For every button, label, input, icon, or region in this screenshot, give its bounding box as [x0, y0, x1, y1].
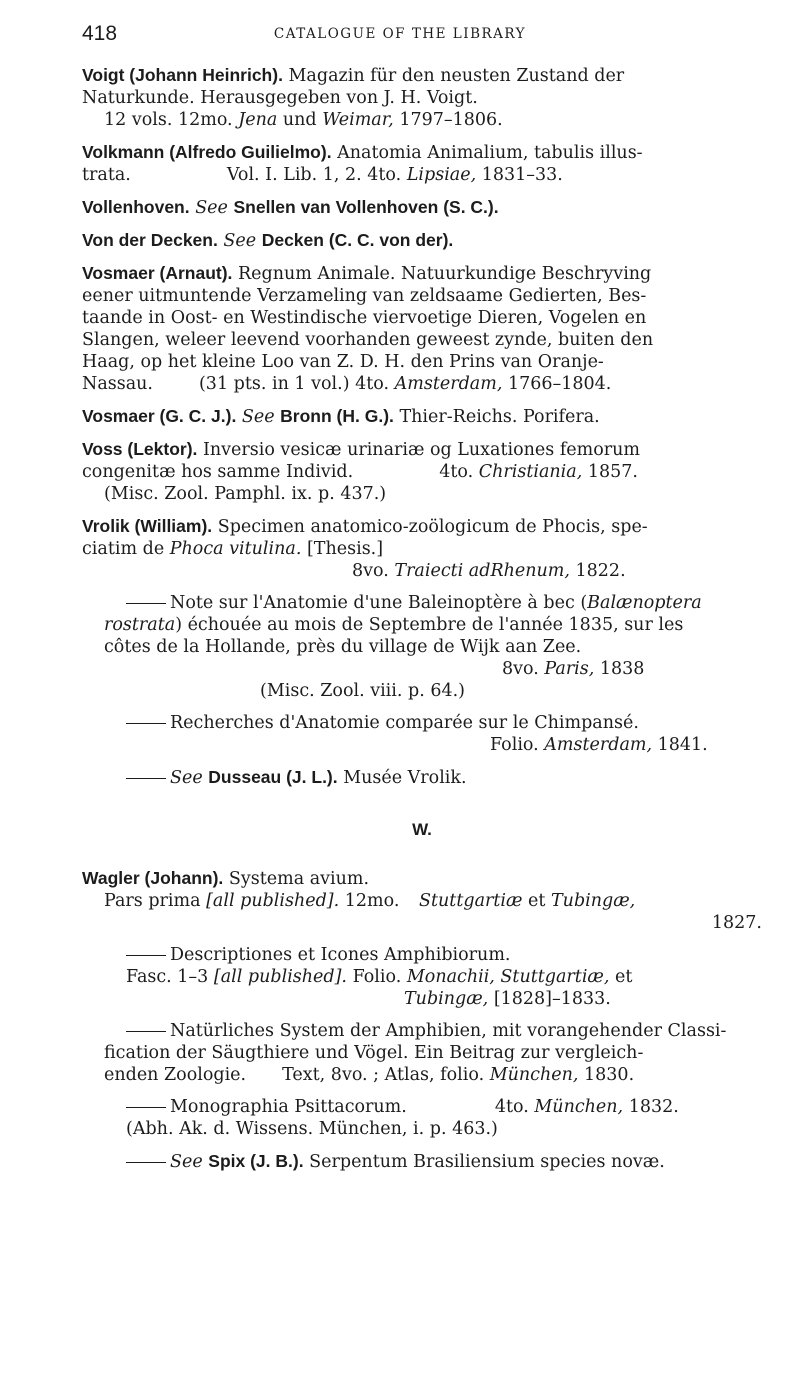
date: 1830. [584, 1065, 635, 1085]
ditto-dash [126, 1031, 166, 1032]
entry-vosmaer-g [82, 405, 762, 428]
vrolik-sub-3 [82, 766, 762, 789]
format: Folio. [490, 735, 539, 755]
entry-text: trata. [82, 165, 131, 185]
entry-text: congenitæ hos samme Individ. [82, 462, 354, 482]
series-note: (Abh. Ak. d. Wissens. München, i. p. 463.) [126, 1119, 498, 1139]
ditto-dash [126, 603, 166, 604]
entry-text: Magazin für den neusten Zustand der [288, 66, 625, 86]
format: Text, 8vo. ; Atlas, folio. [282, 1065, 485, 1085]
entry-voigt [82, 64, 762, 131]
date: 1857. [587, 462, 638, 482]
entry-text: ciatim de [82, 539, 165, 559]
entry-vollenhoven [82, 196, 762, 219]
ditto-dash [126, 778, 166, 779]
entry-text: Pars prima [104, 891, 201, 911]
entry-vosmaer-arnaut [82, 262, 762, 395]
format: Folio. [352, 967, 402, 987]
format: 4to. [494, 1097, 529, 1117]
section-letter: W. [412, 820, 432, 839]
wagler-sub-3 [82, 1096, 762, 1140]
ditto-dash [126, 1162, 166, 1163]
place: München, [489, 1065, 579, 1085]
entry-text: Descriptiones et Icones Amphibiorum. [170, 945, 511, 965]
format: 4to. [439, 462, 474, 482]
entry-text: Slangen, weleer leevend voorhanden geweest zynde, buiten den [82, 330, 654, 350]
ditto-dash [126, 1107, 166, 1108]
entry-text: Fasc. 1–3 [126, 967, 209, 987]
entry-heading: Vrolik (William). [82, 516, 213, 536]
species-name: Balænoptera [587, 593, 702, 613]
format: (31 pts. in 1 vol.) 4to. [198, 374, 390, 394]
entry-voss [82, 438, 762, 505]
place: Christiania, [478, 462, 583, 482]
place: Tubingæ, [404, 989, 489, 1009]
entry-text: Inversio vesicæ urinariæ og Luxationes femorum [202, 440, 641, 460]
entry-text: côtes de la Hollande, près du village de Wijk aan Zee. [104, 637, 582, 657]
entry-wagler [82, 867, 762, 934]
species-name: rostrata [104, 615, 176, 635]
cross-reference: Snellen van Vollenhoven (S. C.). [233, 197, 499, 217]
vrolik-sub-1 [82, 592, 762, 702]
date: [1828]–1833. [493, 989, 611, 1009]
date: 1831–33. [481, 165, 563, 185]
see-marker: See [170, 768, 203, 788]
date: 1766–1804. [507, 374, 612, 394]
entry-heading: Voss (Lektor). [82, 439, 198, 459]
note: [all published]. [213, 967, 347, 987]
entry-text: Naturkunde. Herausgegeben von J. H. Voigt. [82, 88, 478, 108]
entry-text: Nassau. [82, 374, 153, 394]
wagler-sub-1 [82, 944, 762, 1010]
species-name: Phoca vitulina. [169, 539, 302, 559]
date: 1797–1806. [399, 110, 503, 130]
entry-heading: Wagler (Johann). [82, 868, 224, 888]
entry-text: Monographia Psittacorum. [170, 1097, 407, 1117]
entry-heading: Voigt (Johann Heinrich). [82, 65, 283, 85]
see-marker: See [170, 1152, 203, 1172]
place: Jena [238, 110, 278, 130]
wagler-sub-2 [82, 1020, 762, 1086]
series-note: (Misc. Zool. Pamphl. ix. p. 437.) [104, 484, 387, 504]
date: 1841. [657, 735, 708, 755]
place: München, [534, 1097, 624, 1117]
entry-vrolik [82, 515, 762, 582]
date: 1827. [711, 913, 762, 933]
entry-text: Thier-Reichs. Porifera. [399, 407, 600, 427]
entry-text: taande in Oost- en Westindische viervoetige Dieren, Vogelen en [82, 308, 647, 328]
see-marker: See [241, 407, 275, 427]
page-header [0, 20, 800, 50]
entry-volkmann [82, 141, 762, 186]
conjunction: et [615, 967, 633, 987]
entry-heading: Vollenhoven. [82, 197, 190, 217]
date: 1832. [628, 1097, 679, 1117]
ditto-dash [126, 723, 166, 724]
place: Monachii, Stuttgartiæ, [406, 967, 610, 987]
conjunction: und [282, 110, 317, 130]
page-number: 418 [82, 22, 118, 45]
entry-text: [Thesis.] [306, 539, 384, 559]
ditto-dash [126, 955, 166, 956]
entry-text: fication der Säugthiere und Vögel. Ein Beitrag zur vergleich- [104, 1043, 644, 1063]
entry-text: Musée Vrolik. [343, 768, 467, 788]
entry-text: Note sur l'Anatomie d'une Baleinoptère à bec ( [170, 593, 588, 613]
running-head: CATALOGUE OF THE LIBRARY [273, 26, 527, 42]
entry-text: enden Zoologie. [104, 1065, 247, 1085]
entry-von-der-decken [82, 229, 762, 252]
format: 8vo. [502, 659, 539, 679]
note: [all published]. [206, 891, 340, 911]
entry-text: Serpentum Brasiliensium species novæ. [309, 1152, 665, 1172]
place: Amsterdam, [544, 735, 653, 755]
place: Weimar, [322, 110, 394, 130]
catalogue-body [82, 64, 762, 1183]
entry-text: eener uitmuntende Verzameling van zeldsaame Gedierten, Bes- [82, 286, 647, 306]
see-marker: See [223, 231, 257, 251]
place: Traiecti adRhenum, [394, 561, 570, 581]
entry-text: Specimen anatomico-zoölogicum de Phocis, spe- [217, 517, 648, 537]
entry-text: ) échouée au mois de Septembre de l'année 1835, sur les [175, 615, 684, 635]
cross-reference: Bronn (H. G.). [280, 406, 394, 426]
format: Vol. I. Lib. 1, 2. 4to. [226, 165, 402, 185]
see-marker: See [195, 198, 228, 218]
place: Lipsiae, [406, 165, 477, 185]
entry-text: Recherches d'Anatomie comparée sur le Chimpansé. [170, 713, 639, 733]
date: 1838 [599, 659, 645, 679]
cross-reference: Dusseau (J. L.). [208, 767, 338, 787]
format: 12mo. [344, 891, 400, 911]
entry-heading: Von der Decken. [82, 230, 218, 250]
vrolik-sub-2 [82, 712, 762, 756]
entry-heading: Volkmann (Alfredo Guilielmo). [82, 142, 332, 162]
entry-text: Natürliches System der Amphibien, mit vorangehender Classi- [170, 1021, 727, 1041]
place: Stuttgartiæ [419, 891, 523, 911]
entry-heading: Vosmaer (G. C. J.). [82, 406, 237, 426]
place: Amsterdam, [394, 374, 503, 394]
entry-text: Regnum Animale. Natuurkundige Beschryving [237, 264, 652, 284]
entry-heading: Vosmaer (Arnaut). [82, 263, 233, 283]
format: 8vo. [352, 561, 389, 581]
conjunction: et [528, 891, 546, 911]
place: Tubingæ, [551, 891, 636, 911]
cross-reference: Decken (C. C. von der). [261, 230, 454, 250]
entry-text: Haag, op het kleine Loo van Z. D. H. den Prins van Oranje- [82, 352, 604, 372]
date: 1822. [575, 561, 626, 581]
place: Paris, [544, 659, 595, 679]
format: 12 vols. 12mo. [104, 110, 233, 130]
entry-text: Systema avium. [228, 869, 370, 889]
entry-text: Anatomia Animalium, tabulis illus- [337, 143, 643, 163]
wagler-sub-4 [82, 1150, 762, 1173]
series-note: (Misc. Zool. viii. p. 64.) [260, 681, 465, 701]
cross-reference: Spix (J. B.). [208, 1151, 304, 1171]
